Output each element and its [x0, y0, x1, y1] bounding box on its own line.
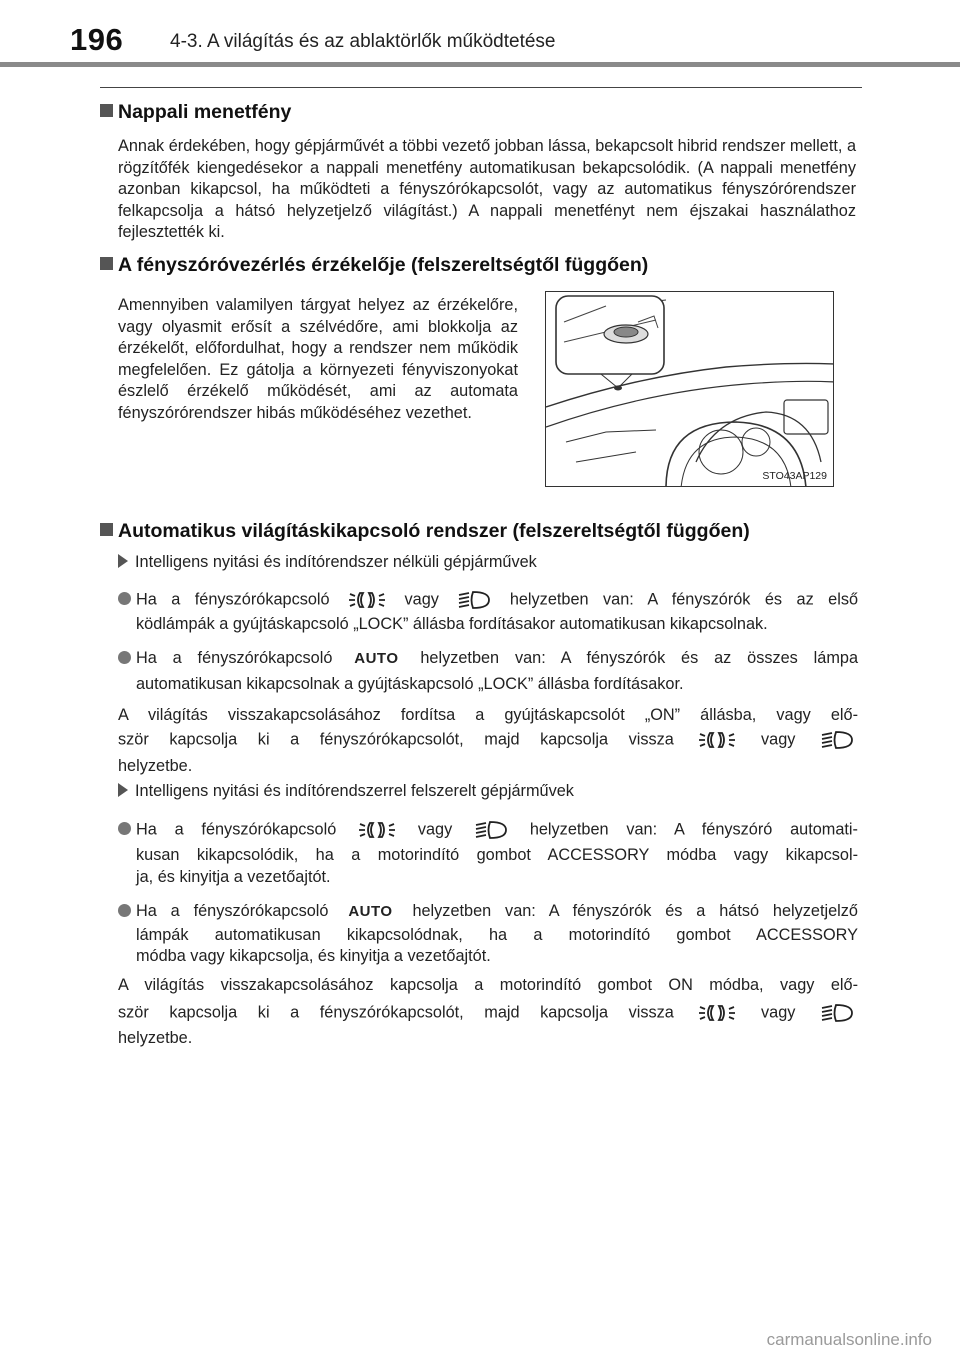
- tail-light-icon: [698, 1003, 736, 1023]
- bullet-dot-icon: [118, 592, 131, 605]
- tail-light-icon: [348, 590, 386, 610]
- bullet-dot-icon: [118, 904, 131, 917]
- figure-label: STO43AP129: [762, 470, 827, 482]
- headlight-icon: [820, 1003, 854, 1023]
- section-square-icon: [100, 257, 113, 270]
- bullet3-line2: kusan kikapcsolódik, ha a motorindító gombot ACCESSORY módba vagy kikapcsol-: [136, 846, 858, 864]
- section-title-daytime-running-light: Nappali menetfény: [100, 101, 291, 124]
- watermark: carmanualsonline.info: [766, 1330, 932, 1349]
- triangle-icon: [118, 783, 128, 797]
- dashboard-sensor-figure: [545, 291, 834, 487]
- section-title-light-sensor: A fényszóróvezérlés érzékelője (felszereltségtől függően): [100, 254, 648, 277]
- section-title-auto-light-off: Automatikus világításkikapcsoló rendszer (felszereltségtől függően): [100, 520, 750, 543]
- chapter-title: 4-3. A világítás és az ablaktörlők működtetése: [170, 31, 556, 52]
- bullet-dot-icon: [118, 822, 131, 835]
- restore-para2-line3: helyzetbe.: [118, 1029, 193, 1047]
- auto-icon: AUTO: [354, 650, 399, 667]
- bullet3-line1: Ha a fényszórókapcsoló vagy helyzetben van: A fényszóró automati-: [118, 820, 858, 840]
- section-divider: [100, 87, 862, 88]
- bullet-dot-icon: [118, 651, 131, 664]
- section2-body: Amennyiben valamilyen tárgyat helyez az érzékelőre, vagy olyasmit erősít a szélvédőre, ami blokkolja az érzékelőt, előfordulhat, hogy a rendszer nem működik megfelelően. Ez gátolja a környezeti fényviszonyokat észlelő érzékelő működését, ami az automata fényszórórendszer hibás működéséhez vezethet.: [118, 296, 518, 422]
- section-square-icon: [100, 104, 113, 117]
- restore-para1-line2: ször kapcsolja ki a fényszórókapcsolót, majd kapcsolja vissza vagy: [118, 730, 858, 750]
- headlight-icon: [457, 590, 491, 610]
- restore-para1-line1: A világítás visszakapcsolásához fordítsa a gyújtáskapcsolót „ON” állásba, vagy elő-: [118, 706, 858, 724]
- auto-icon: AUTO: [348, 903, 393, 920]
- page-number: 196: [70, 22, 124, 57]
- subheading-without-smart-entry: Intelligens nyitási és indítórendszer nélküli gépjárművek: [118, 553, 537, 572]
- restore-para2-line1: A világítás visszakapcsolásához kapcsolja a motorindító gombot ON módba, vagy elő-: [118, 976, 858, 994]
- page-header: [0, 0, 960, 70]
- bullet4-line1: Ha a fényszórókapcsoló AUTO helyzetben van: A fényszórók és a hátsó helyzetjelző: [118, 902, 858, 921]
- headlight-icon: [820, 730, 854, 750]
- bullet4-line2: lámpák automatikusan kikapcsolódnak, ha a motorindító gombot ACCESSORY: [136, 926, 858, 944]
- header-rule: [0, 62, 960, 67]
- restore-para1-line3: helyzetbe.: [118, 757, 193, 775]
- bullet4-line3: módba vagy kikapcsolja, és kinyitja a vezetőajtót.: [136, 947, 491, 965]
- bullet1-line1: Ha a fényszórókapcsoló vagy helyzetben van: A fényszórók és az első: [118, 590, 858, 610]
- restore-para2-line2: ször kapcsolja ki a fényszórókapcsolót, majd kapcsolja vissza vagy: [118, 1003, 858, 1023]
- bullet1-line2: ködlámpák a gyújtáskapcsoló „LOCK” állásba fordításakor automatikusan kikapcsolnak.: [136, 615, 768, 633]
- bullet3-line3: ja, és kinyitja a vezetőajtót.: [136, 868, 331, 886]
- triangle-icon: [118, 554, 128, 568]
- headlight-icon: [474, 820, 508, 840]
- tail-light-icon: [698, 730, 736, 750]
- section-square-icon: [100, 523, 113, 536]
- tail-light-icon: [358, 820, 396, 840]
- bullet2-line1: Ha a fényszórókapcsoló AUTO helyzetben van: A fényszórók és az összes lámpa: [118, 649, 858, 668]
- bullet2-line2: automatikusan kikapcsolnak a gyújtáskapcsoló „LOCK” állásba fordításakor.: [136, 675, 684, 693]
- dashboard-illustration: [546, 292, 834, 487]
- section1-body: Annak érdekében, hogy gépjárművét a többi vezető jobban lássa, bekapcsolt hibrid rendszer mellett, a rögzítőfék kiengedésekor a nappali menetfény automatikusan bekapcsolódik. (A nappali menetfény azonban kikapcsol, ha működteti a fényszórókapcsolót, vagy az automatikus fényszórórendszer felkapcsolja a hátsó helyzetjelző világítást.) A nappali menetfényt nem éjszakai használathoz fejlesztették ki.: [118, 137, 856, 241]
- subheading-with-smart-entry: Intelligens nyitási és indítórendszerrel felszerelt gépjárművek: [118, 782, 574, 801]
